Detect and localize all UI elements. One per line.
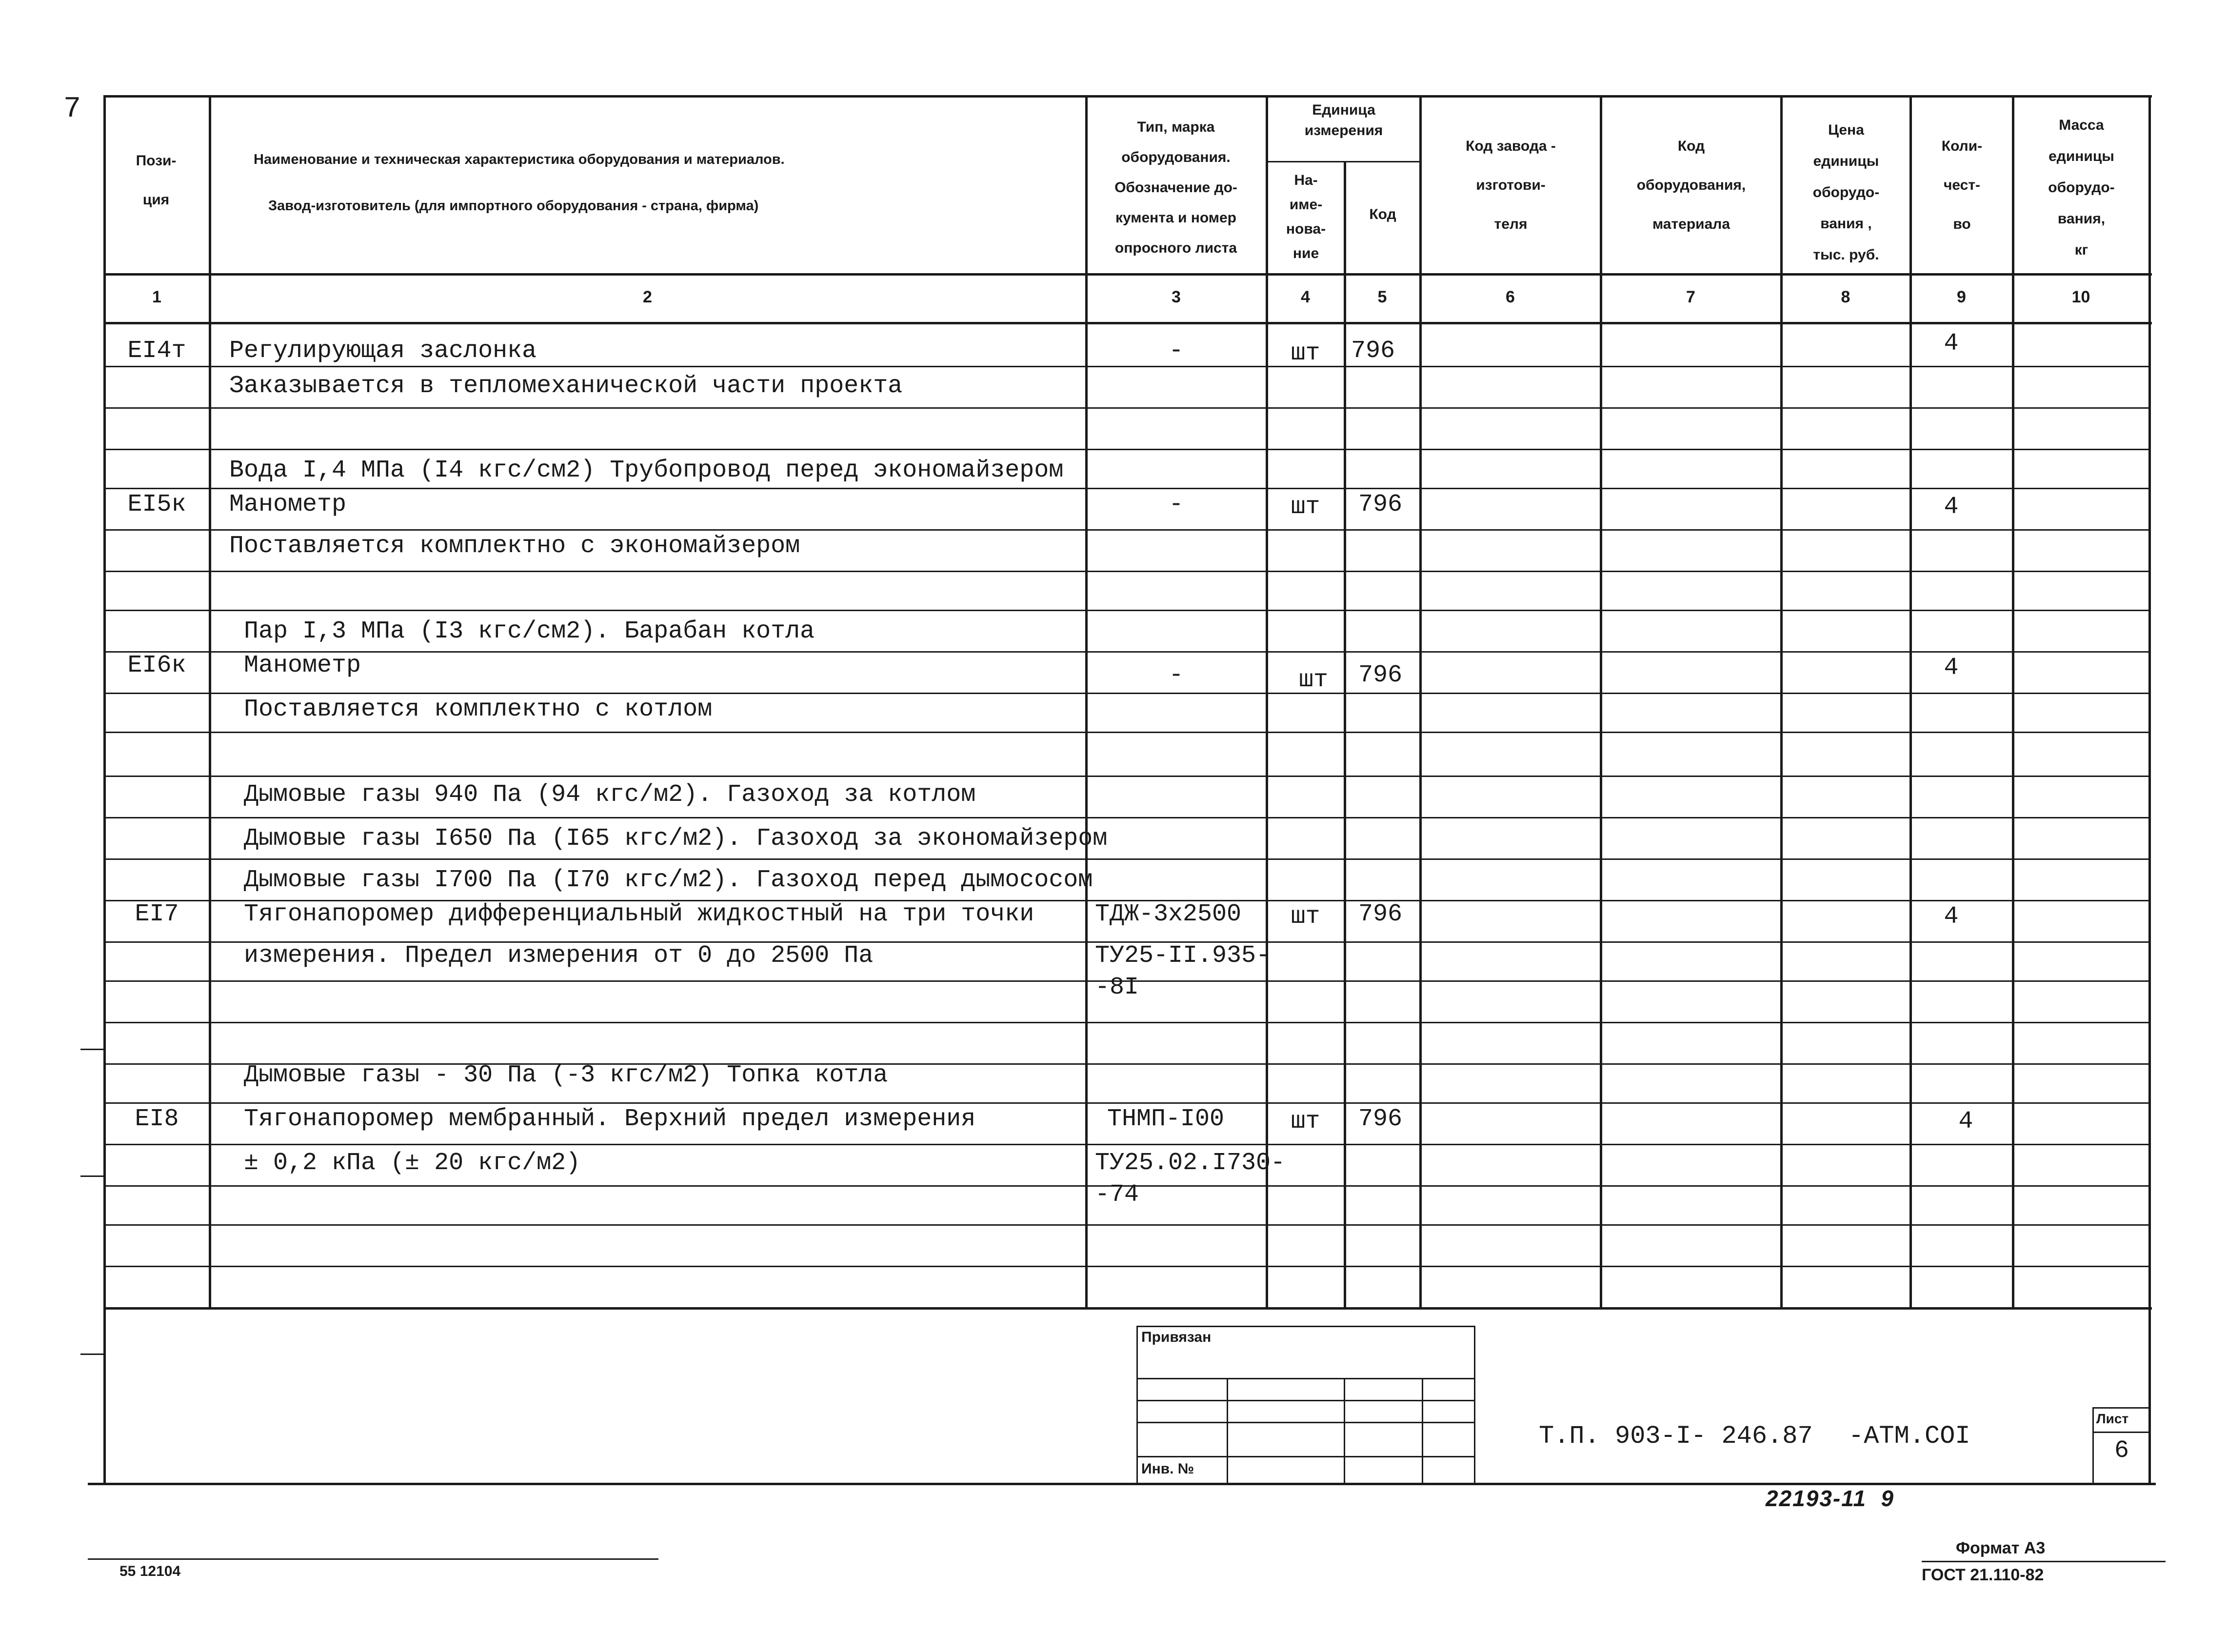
row-name: Поставляется комплектно с котлом: [244, 696, 713, 723]
row-unit: шт: [1291, 493, 1320, 521]
row-name: Дымовые газы - 30 Па (-3 кгс/м2) Топка котла: [244, 1061, 888, 1089]
stamp-inv-label: Инв. №: [1141, 1461, 1194, 1477]
column-number: 10: [2071, 288, 2090, 306]
document-code-suffix: -АТМ.COI: [1849, 1422, 1970, 1451]
header-type: Тип, марка оборудования. Обозначение до- кумента и номер опросного листа: [1114, 119, 1237, 256]
row-name: Тягонапоромер мембранный. Верхний предел измерения: [244, 1105, 976, 1133]
handwritten-number: 22193-11 9: [1766, 1486, 1895, 1511]
column-number: 1: [152, 288, 161, 306]
column-number: 5: [1377, 288, 1387, 306]
column-number: 2: [643, 288, 652, 306]
row-code: 796: [1351, 337, 1395, 365]
row-unit: шт: [1291, 1108, 1320, 1135]
sheet-number: 6: [2114, 1437, 2129, 1465]
row-name: Дымовые газы I650 Па (I65 кгс/м2). Газоход за экономайзером: [244, 825, 1108, 853]
stamp-privyazan-label: Привязан: [1141, 1329, 1212, 1345]
row-position: EI4т: [127, 337, 186, 365]
header-quantity: Коли- чест- во: [1941, 138, 1983, 232]
row-qty: 4: [1958, 1108, 1973, 1135]
row-code: 796: [1358, 1105, 1403, 1133]
column-number: 6: [1506, 288, 1515, 306]
row-unit: шт: [1291, 903, 1320, 931]
header-equipment-code: Код оборудования, материала: [1636, 138, 1746, 232]
row-type: -: [1169, 661, 1184, 689]
corner-mark: 7: [63, 93, 81, 126]
row-code: 796: [1358, 491, 1403, 518]
row-unit: шт: [1298, 666, 1328, 694]
row-qty: 4: [1944, 493, 1959, 521]
header-price: Цена единицы оборудо- вания , тыс. руб.: [1812, 122, 1880, 263]
row-name: Манометр: [229, 491, 347, 518]
row-qty: 4: [1944, 903, 1959, 931]
column-number: 8: [1841, 288, 1850, 306]
header-unit-group: Единица измерения: [1304, 102, 1383, 139]
row-position: EI8: [135, 1105, 179, 1133]
row-qty: 4: [1944, 654, 1959, 682]
column-number: 4: [1301, 288, 1310, 306]
row-code: 796: [1358, 900, 1403, 928]
row-name: ± 0,2 кПа (± 20 кгс/м2): [244, 1149, 581, 1177]
column-number: 3: [1172, 288, 1181, 306]
row-name: Вода I,4 МПа (I4 кгс/см2) Трубопровод перед экономайзером: [229, 457, 1064, 484]
row-qty: 4: [1944, 330, 1959, 358]
footer-gost: ГОСТ 21.110-82: [1922, 1566, 2044, 1584]
row-name: Заказывается в тепломеханической части проекта: [229, 372, 903, 400]
row-code: 796: [1358, 661, 1403, 689]
row-position: EI6к: [127, 652, 186, 679]
row-name: Манометр: [244, 652, 361, 679]
header-name: Наименование и техническая характеристика оборудования и материалов. Завод-изготовитель (для импортного оборудования - страна, фирма): [254, 152, 785, 214]
row-type: -8I: [1095, 974, 1139, 1001]
row-type: -: [1169, 337, 1184, 365]
row-type: -: [1169, 491, 1184, 518]
row-type: ТУ25.02.I730-: [1095, 1149, 1286, 1177]
column-number: 9: [1957, 288, 1966, 306]
row-type: ТУ25-II.935-: [1095, 942, 1271, 970]
header-unit-name: На- име- нова- ние: [1286, 172, 1326, 261]
header-plant-code: Код завода - изготови- теля: [1466, 138, 1556, 232]
row-position: EI7: [135, 900, 179, 928]
header-position: Пози- ция: [136, 153, 177, 208]
row-name: Поставляется комплектно с экономайзером: [229, 532, 800, 560]
sheet-label: Лист: [2096, 1411, 2129, 1426]
footer-format: Формат А3: [1956, 1539, 2046, 1557]
header-mass: Масса единицы оборудо- вания, кг: [2048, 117, 2115, 258]
row-name: Тягонапоромер дифференциальный жидкостный на три точки: [244, 900, 1034, 928]
row-unit: шт: [1291, 339, 1320, 367]
column-number: 7: [1686, 288, 1695, 306]
document-code: Т.П. 903-I- 246.87: [1539, 1422, 1813, 1451]
row-type: ТНМП-I00: [1107, 1105, 1225, 1133]
row-name: Регулирующая заслонка: [229, 337, 537, 365]
row-type: ТДЖ-3х2500: [1095, 900, 1242, 928]
row-name: Пар I,3 МПа (I3 кгс/см2). Барабан котла: [244, 617, 815, 645]
header-unit-code: Код: [1369, 206, 1396, 222]
row-type: -74: [1095, 1181, 1139, 1209]
row-name: Дымовые газы 940 Па (94 кгс/м2). Газоход за котлом: [244, 781, 976, 809]
row-position: EI5к: [127, 491, 186, 518]
row-name: измерения. Предел измерения от 0 до 2500 Па: [244, 942, 874, 970]
row-name: Дымовые газы I700 Па (I70 кгс/м2). Газоход перед дымососом: [244, 866, 1093, 894]
footer-left-code: 55 12104: [119, 1563, 181, 1579]
